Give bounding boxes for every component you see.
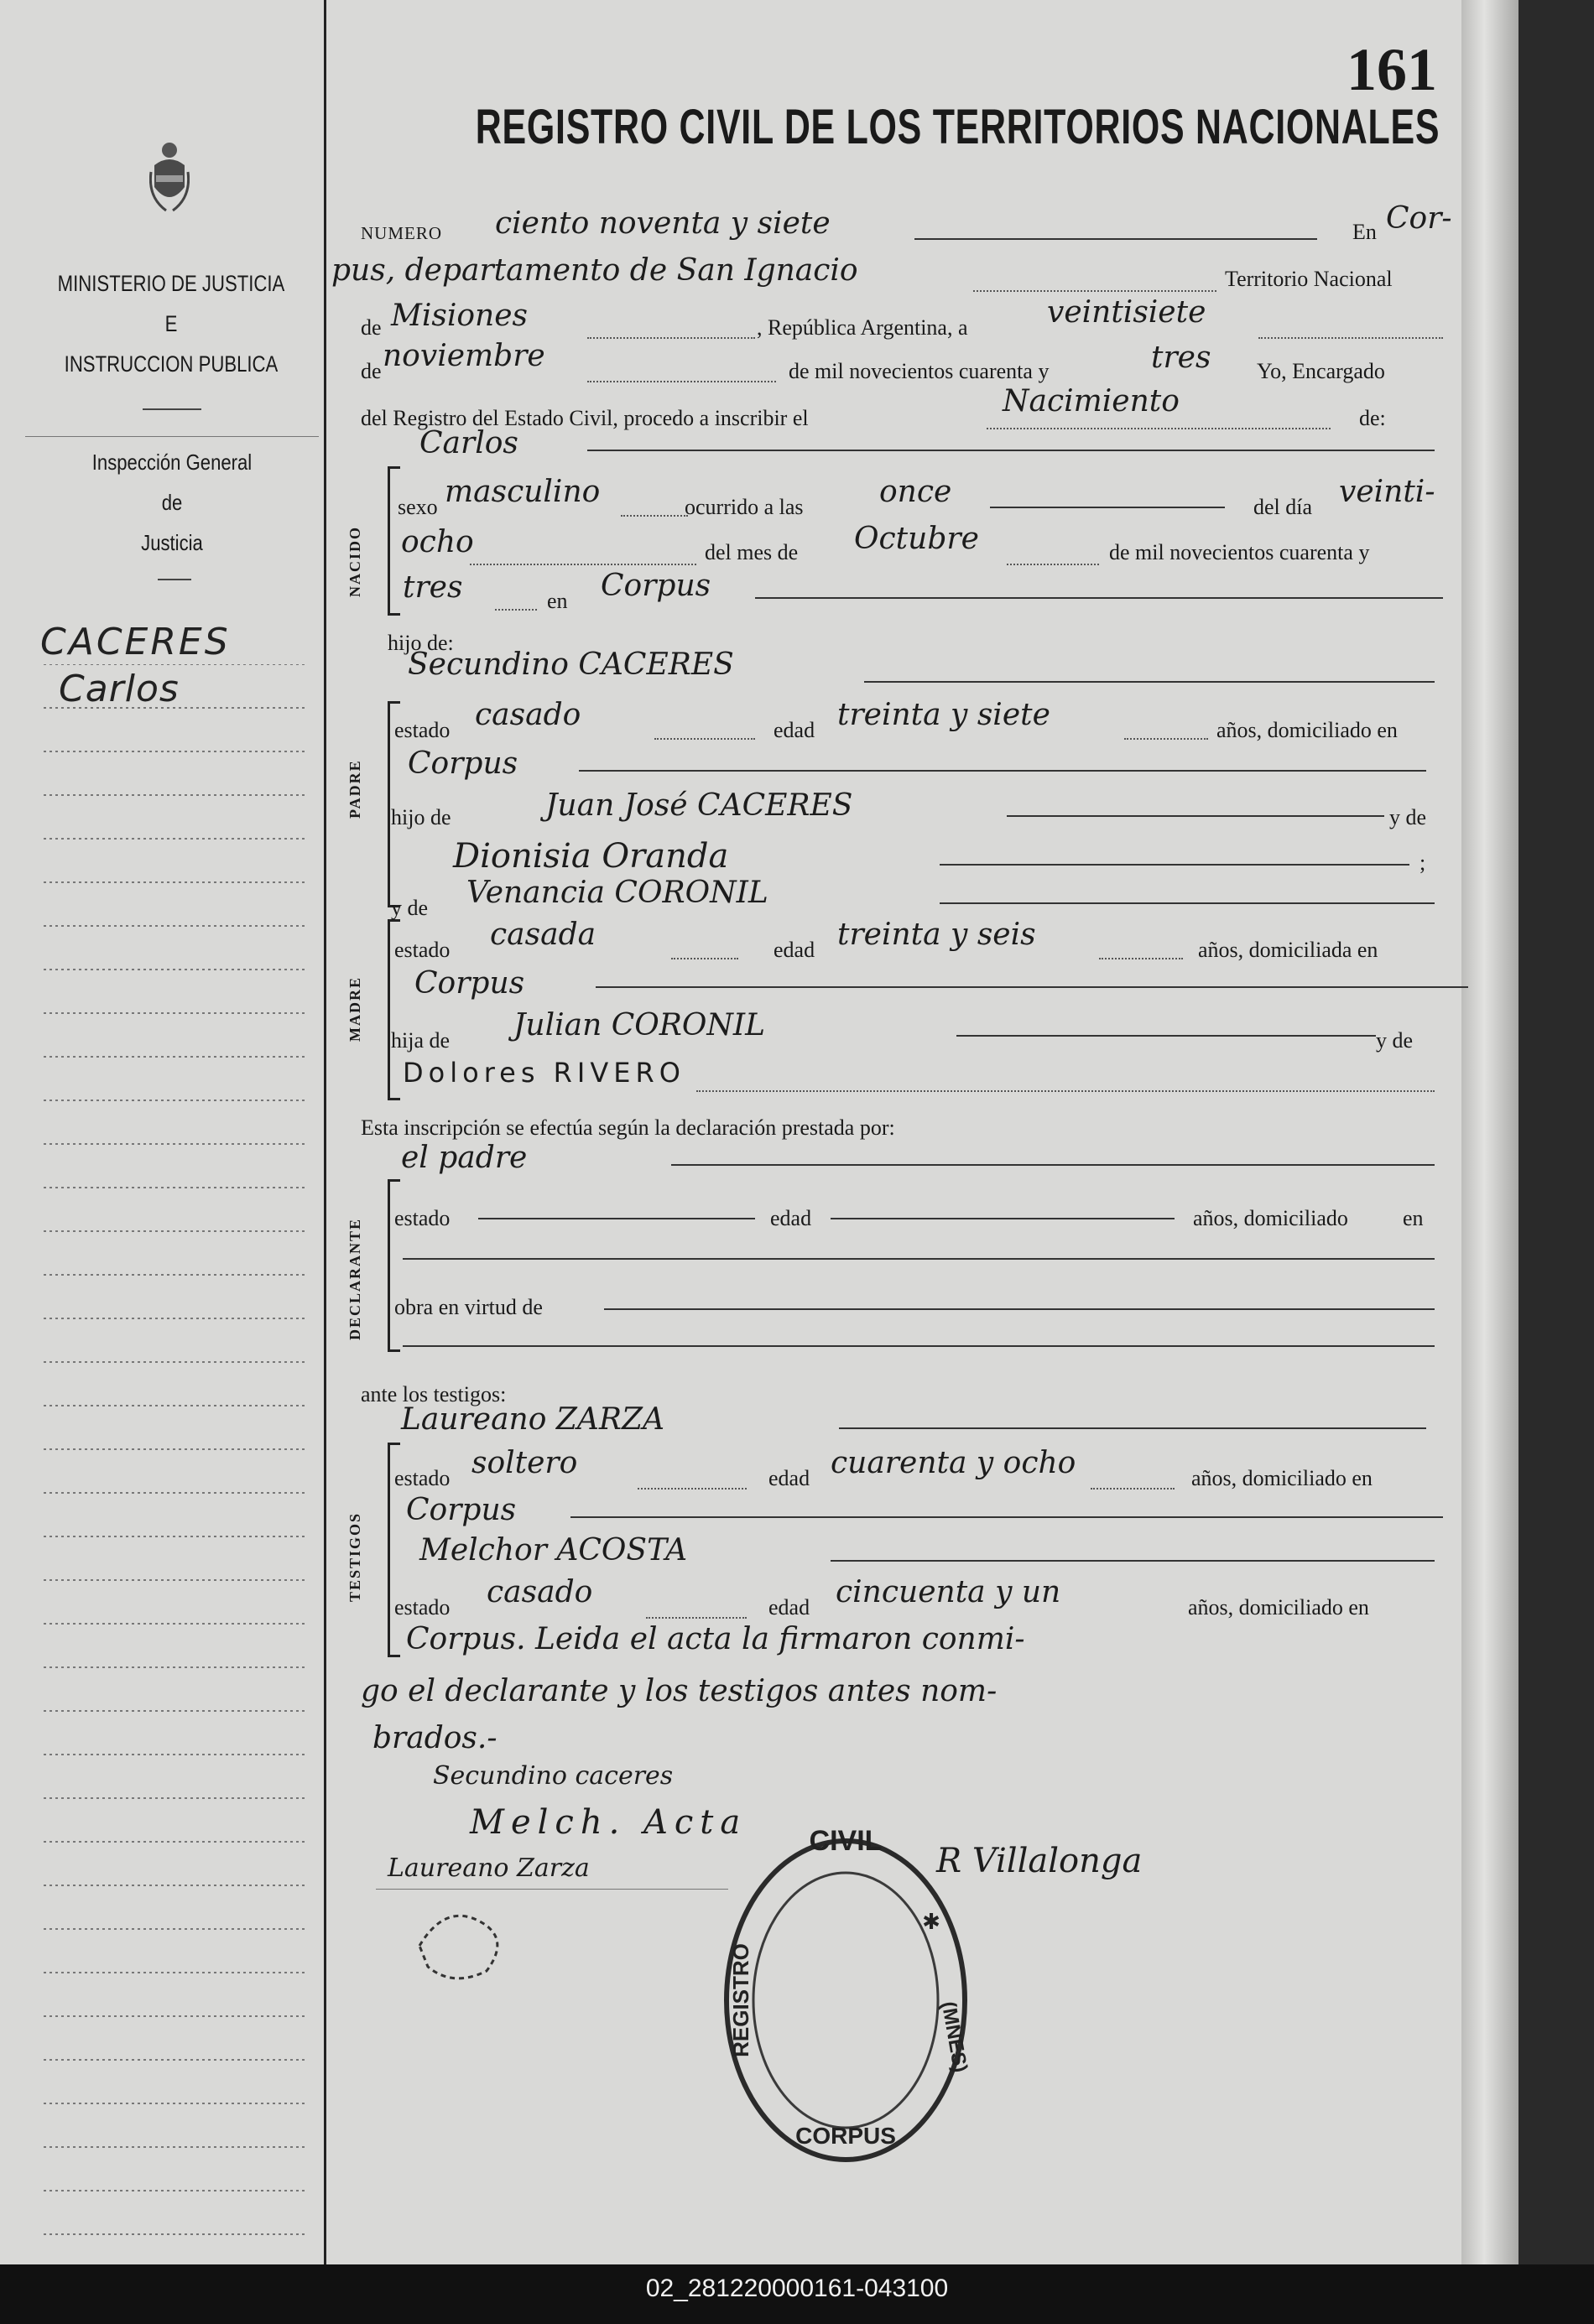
declaracion-intro: Esta inscripción se efectúa según la declaración prestada por: <box>361 1115 895 1140</box>
form-dotted-line <box>495 609 537 611</box>
form-dotted-line <box>470 564 696 565</box>
book-spine <box>1461 0 1518 2264</box>
section-label-padre: PADRE <box>346 759 363 819</box>
margin-rule <box>143 408 201 410</box>
madre-nombre: Venancia CORONIL <box>466 876 768 910</box>
padre-hijo-de-label: hijo de <box>391 805 451 829</box>
dia-value: veinti- <box>1339 475 1435 509</box>
ministry-line-2: E <box>164 311 178 336</box>
hora-label: ocurrido a las <box>685 495 804 519</box>
testigo1-edad: cuarenta y ocho <box>831 1446 1076 1480</box>
form-line <box>839 1427 1426 1429</box>
section-label-madre: MADRE <box>346 976 363 1042</box>
form-line <box>671 1164 1435 1166</box>
testigos-intro: ante los testigos: <box>361 1382 507 1406</box>
testigo2-estado: casado <box>487 1575 593 1609</box>
testigo1-estado: soltero <box>471 1446 578 1480</box>
padre-y-de-label: y de <box>1389 805 1427 829</box>
testigo1-edad-label: edad <box>768 1466 810 1490</box>
seal-text-left: REGISTRO <box>728 1943 753 2057</box>
madre-edad-value: treinta y seis <box>837 918 1036 952</box>
inspeccion-line-2: de <box>161 490 183 515</box>
form-dotted-line <box>973 290 1216 292</box>
territorio-label: Territorio Nacional <box>1225 267 1393 291</box>
mes-value: Octubre <box>854 522 979 556</box>
form-line <box>579 770 1426 772</box>
registro-label: del Registro del Estado Civil, procedo a inscribir el <box>361 406 809 430</box>
section-label-declarante: DECLARANTE <box>346 1217 363 1340</box>
ink-smudge <box>403 1895 520 1988</box>
padre-estado-label: estado <box>394 718 451 742</box>
testigo2-edad: cincuenta y un <box>836 1575 1061 1609</box>
section-bracket <box>388 466 400 616</box>
form-dotted-line <box>587 337 755 339</box>
hijo-label: hijo de: <box>388 631 454 655</box>
form-line <box>956 1035 1376 1037</box>
padre-nombre: Secundino CACERES <box>408 647 734 682</box>
year-value: tres <box>1151 341 1211 375</box>
de-colon-label: de: <box>1359 406 1386 430</box>
form-dotted-line <box>1099 958 1183 959</box>
day-value: veintisiete <box>1047 295 1206 330</box>
form-line <box>596 986 1468 988</box>
republica-label: , República Argentina, a <box>757 315 968 340</box>
padre-padre-de: Juan José CACERES <box>545 788 853 823</box>
form-line <box>587 450 1435 451</box>
margin-given-name: Carlos <box>59 668 180 710</box>
place-continuation: pus, departamento de San Ignacio <box>331 253 858 288</box>
form-dotted-line <box>1124 738 1208 740</box>
sexo-label: sexo <box>398 495 438 519</box>
sexo-value: masculino <box>445 475 601 509</box>
ministry-heading <box>51 263 290 384</box>
madre-estado-label: estado <box>394 938 451 962</box>
madre-estado-value: casada <box>490 918 596 952</box>
section-label-testigos: TESTIGOS <box>346 1511 363 1602</box>
declarante-value: el padre <box>401 1141 528 1175</box>
page-title: REGISTRO CIVIL DE LOS TERRITORIOS NACIONALES <box>475 100 1440 154</box>
seal-text-right: (MNES) <box>936 1999 972 2075</box>
testigo2-domicilio-label: años, domiciliado en <box>1188 1595 1369 1620</box>
form-line <box>831 1560 1435 1562</box>
padre-domicilio-value: Corpus <box>408 746 518 781</box>
margin-rule <box>158 579 191 580</box>
madre-padre-de: Julian CORONIL <box>513 1008 766 1042</box>
hora-value: once <box>879 475 952 509</box>
form-dotted-line <box>654 738 755 740</box>
form-dotted-line <box>1007 564 1099 565</box>
madre-y-de-label: y de <box>391 896 429 920</box>
form-line <box>755 597 1443 599</box>
numero-value: ciento noventa y siete <box>495 206 831 241</box>
signature-testigo1: Laureano Zarza <box>388 1853 590 1883</box>
encargado-label: Yo, Encargado <box>1257 359 1385 383</box>
form-line <box>864 681 1435 683</box>
declarante-edad-label: edad <box>770 1206 812 1230</box>
madre-madre-de: Dolores RIVERO <box>403 1057 685 1089</box>
closing-line-1: Corpus. Leida el acta la firmaron conmi- <box>406 1622 1025 1656</box>
de-label: de <box>361 315 382 340</box>
form-dotted-line <box>621 515 688 517</box>
seal-text-top: CIVIL <box>809 1825 883 1857</box>
signature-encargado: R Villalonga <box>936 1842 1143 1880</box>
de-label: de <box>361 359 382 383</box>
lugar-value: Corpus <box>601 569 711 603</box>
en-label: En <box>1352 220 1377 244</box>
folio-number: 161 <box>1347 36 1437 103</box>
padre-edad-label: edad <box>774 718 815 742</box>
ministry-line-1: MINISTERIO DE JUSTICIA <box>57 271 285 296</box>
nacido-en-label: en <box>547 589 568 613</box>
form-line <box>403 1258 1435 1260</box>
closing-line-3: brados.- <box>372 1721 497 1755</box>
inspeccion-line-1: Inspección General <box>91 450 253 475</box>
form-dotted-line <box>671 958 738 959</box>
padre-semicolon: ; <box>1419 850 1426 875</box>
padre-domicilio-label: años, domiciliado en <box>1216 718 1398 742</box>
numero-label: NUMERO <box>361 223 443 243</box>
form-line <box>940 902 1435 904</box>
signature-testigo2: Melch. Acta <box>470 1803 748 1842</box>
form-line <box>831 1218 1175 1219</box>
form-line <box>570 1516 1443 1518</box>
seal-text-bottom: CORPUS <box>795 2123 896 2149</box>
madre-domicilio-value: Corpus <box>414 966 525 1001</box>
registry-seal-stamp <box>711 1812 980 2164</box>
padre-madre-de: Dionisia Oranda <box>453 837 729 876</box>
ministry-line-3: INSTRUCCION PUBLICA <box>64 351 279 377</box>
form-dotted-line <box>987 428 1331 429</box>
nombre-value: Carlos <box>419 426 518 460</box>
form-line <box>1007 815 1384 817</box>
inspeccion-line-3: Justicia <box>141 530 203 555</box>
testigo1-domicilio-label: años, domiciliado en <box>1191 1466 1373 1490</box>
declarante-domicilio-label: años, domiciliado <box>1193 1206 1348 1230</box>
coat-of-arms-icon <box>149 138 190 214</box>
section-label-nacido: NACIDO <box>346 525 363 597</box>
anio-label: de mil novecientos cuarenta y <box>1109 540 1370 564</box>
file-name-caption: 02_281220000161-043100 <box>645 2275 949 2302</box>
form-dotted-line <box>1091 1488 1175 1490</box>
margin-ruled-lines <box>44 664 305 2241</box>
margin-rule <box>25 436 319 437</box>
padre-estado-value: casado <box>475 698 581 732</box>
signature-line <box>376 1889 728 1890</box>
mes-label: del mes de <box>705 540 799 564</box>
form-dotted-line <box>696 1090 1435 1092</box>
section-bracket <box>388 1179 400 1352</box>
form-dotted-line <box>587 381 776 382</box>
madre-domicilio-label: años, domiciliada en <box>1198 938 1378 962</box>
madre-hija-de-label: hija de <box>391 1028 451 1053</box>
seal-star-icon: ✱ <box>922 1910 940 1935</box>
madre-edad-label: edad <box>774 938 815 962</box>
declarante-estado-label: estado <box>394 1206 451 1230</box>
testigo2-edad-label: edad <box>768 1595 810 1620</box>
testigo2-estado-label: estado <box>394 1595 451 1620</box>
form-line <box>914 238 1317 240</box>
month-value: noviembre <box>383 339 545 373</box>
form-line <box>478 1218 755 1219</box>
form-line <box>990 507 1225 508</box>
madre-y-de: y de <box>1376 1028 1414 1053</box>
declarante-obra-label: obra en virtud de <box>394 1295 543 1319</box>
form-line <box>604 1308 1435 1310</box>
margin-surname: CACERES <box>40 621 231 663</box>
inspeccion-heading <box>69 442 276 563</box>
form-line <box>403 1345 1435 1347</box>
testigo1-nombre: Laureano ZARZA <box>401 1402 664 1437</box>
form-dotted-line <box>646 1617 747 1619</box>
testigo2-nombre: Melchor ACOSTA <box>419 1533 688 1568</box>
form-dotted-line <box>1258 337 1443 339</box>
padre-edad-value: treinta y siete <box>837 698 1050 732</box>
anio-value: tres <box>403 570 463 605</box>
signature-declarante: Secundino caceres <box>433 1761 674 1791</box>
form-dotted-line <box>638 1488 747 1490</box>
territorio-value: Misiones <box>391 299 529 333</box>
declarante-en-label: en <box>1403 1206 1424 1230</box>
closing-line-2: go el declarante y los testigos antes nom- <box>361 1674 998 1708</box>
testigo1-estado-label: estado <box>394 1466 451 1490</box>
form-line <box>940 864 1409 866</box>
margin-divider <box>324 0 326 2264</box>
mil-label: de mil novecientos cuarenta y <box>789 359 1050 383</box>
testigo1-domicilio: Corpus <box>406 1493 517 1527</box>
place-start: Cor- <box>1386 201 1452 236</box>
dia-value-cont: ocho <box>401 525 474 559</box>
dia-label: del día <box>1253 495 1313 519</box>
acto-value: Nacimiento <box>1003 384 1180 419</box>
